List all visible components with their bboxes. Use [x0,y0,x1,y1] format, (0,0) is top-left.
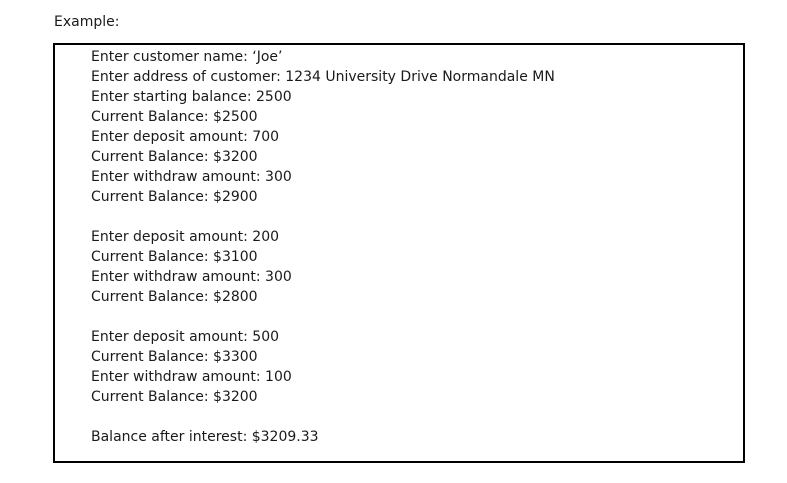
console-line: Current Balance: $3200 [91,389,258,405]
example-heading: Example: [54,14,120,30]
console-line: Current Balance: $2800 [91,289,258,305]
console-output [91,47,555,447]
blank-line [91,407,555,427]
console-line: Balance after interest: $3209.33 [91,429,319,445]
console-line: Enter customer name: ‘Joe’ [91,49,283,65]
console-line: Current Balance: $2500 [91,109,258,125]
console-line: Enter withdraw amount: 300 [91,269,292,285]
blank-line [91,307,555,327]
console-line: Enter deposit amount: 500 [91,329,280,345]
example-output-box [53,43,745,463]
console-line: Current Balance: $3300 [91,349,258,365]
console-line: Enter deposit amount: 700 [91,129,280,145]
console-line: Current Balance: $3100 [91,249,258,265]
console-line: Enter starting balance: 2500 [91,89,292,105]
console-line: Current Balance: $3200 [91,149,258,165]
console-line: Enter deposit amount: 200 [91,229,280,245]
console-line: Enter address of customer: 1234 University Drive Normandale MN [91,69,555,85]
blank-line [91,207,555,227]
console-line: Current Balance: $2900 [91,189,258,205]
console-line: Enter withdraw amount: 100 [91,369,292,385]
console-line: Enter withdraw amount: 300 [91,169,292,185]
